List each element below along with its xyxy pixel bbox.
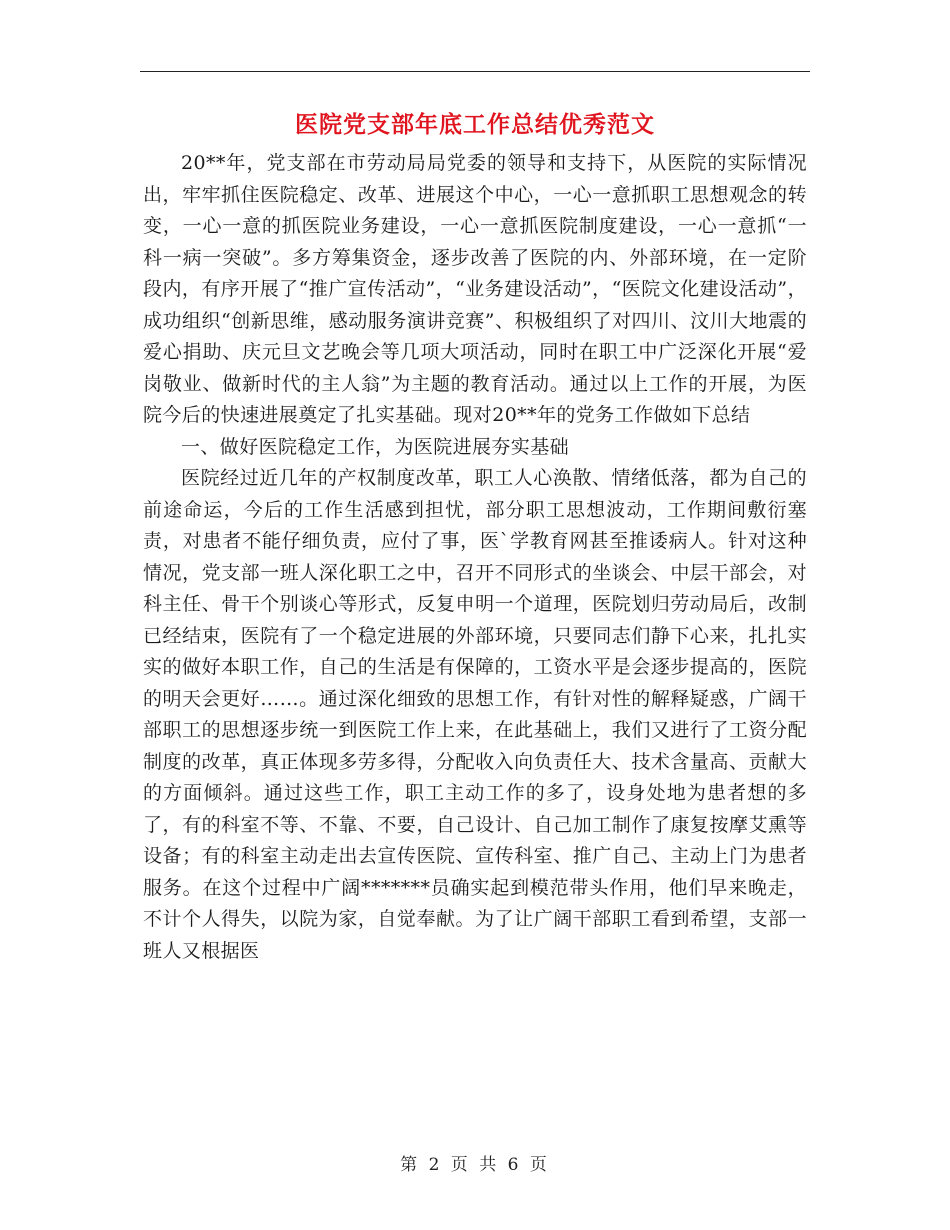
page-number-footer: 第 2 页 共 6 页	[400, 1155, 550, 1175]
document-body	[143, 148, 807, 967]
header-rule	[140, 71, 810, 72]
section-heading: 一、做好医院稳定工作，为医院进展夯实基础	[181, 435, 570, 458]
paragraph-intro: 20**年，党支部在市劳动局局党委的领导和支持下，从医院的实际情况出，牢牢抓住医院稳定、改革、进展这个中心，一心一意抓职工思想观念的转变，一心一意的抓医院业务建设，一心一意抓医院制度建设，一心一意抓“一科一病一突破”。多方筹集资金，逐步改善了医院的内、外部环境，在一定阶段内，有序开展了“推广宣传活动”，“业务建设活动”，“医院文化建设活动”，成功组织“创新思维，感动服务演讲竞赛”、积极组织了对四川、汶川大地震的爱心捐助、庆元旦文艺晚会等几项大项活动，同时在职工中广泛深化开展“爱岗敬业、做新时代的主人翁”为主题的教育活动。通过以上工作的开展，为医院今后的快速进展奠定了扎实基础。现对20**年的党务工作做如下总结	[143, 152, 807, 426]
paragraph-stability: 医院经过近几年的产权制度改革，职工人心涣散、情绪低落，都为自己的前途命运，今后的工作生活感到担忧，部分职工思想波动，工作期间敷衍塞责，对患者不能仔细负责，应付了事，医`学教育网甚至推诿病人。针对这种情况，党支部一班人深化职工之中，召开不同形式的坐谈会、中层干部会，对科主任、骨干个别谈心等形式，反复申明一个道理，医院划归劳动局后，改制已经结束，医院有了一个稳定进展的外部环境，只要同志们静下心来，扎扎实实的做好本职工作，自己的生活是有保障的，工资水平是会逐步提高的，医院的明天会更好……。通过深化细致的思想工作，有针对性的解释疑惑，广阔干部职工的思想逐步统一到医院工作上来，在此基础上，我们又进行了工资分配制度的改革，真正体现多劳多得，分配收入向负责任大、技术含量高、贡献大的方面倾斜。通过这些工作，职工主动工作的多了，设身处地为患者想的多了，有的科室不等、不靠、不要，自己设计、自己加工制作了康复按摩艾熏等设备；有的科室主动走出去宣传医院、宣传科室、推广自己、主动上门为患者服务。在这个过程中广阔*******员确实起到模范带头作用，他们早来晚走，不计个人得失，以院为家，自觉奉献。为了让广阔干部职工看到希望，支部一班人又根据医	[143, 467, 807, 962]
document-title: 医院党支部年底工作总结优秀范文	[295, 112, 655, 138]
